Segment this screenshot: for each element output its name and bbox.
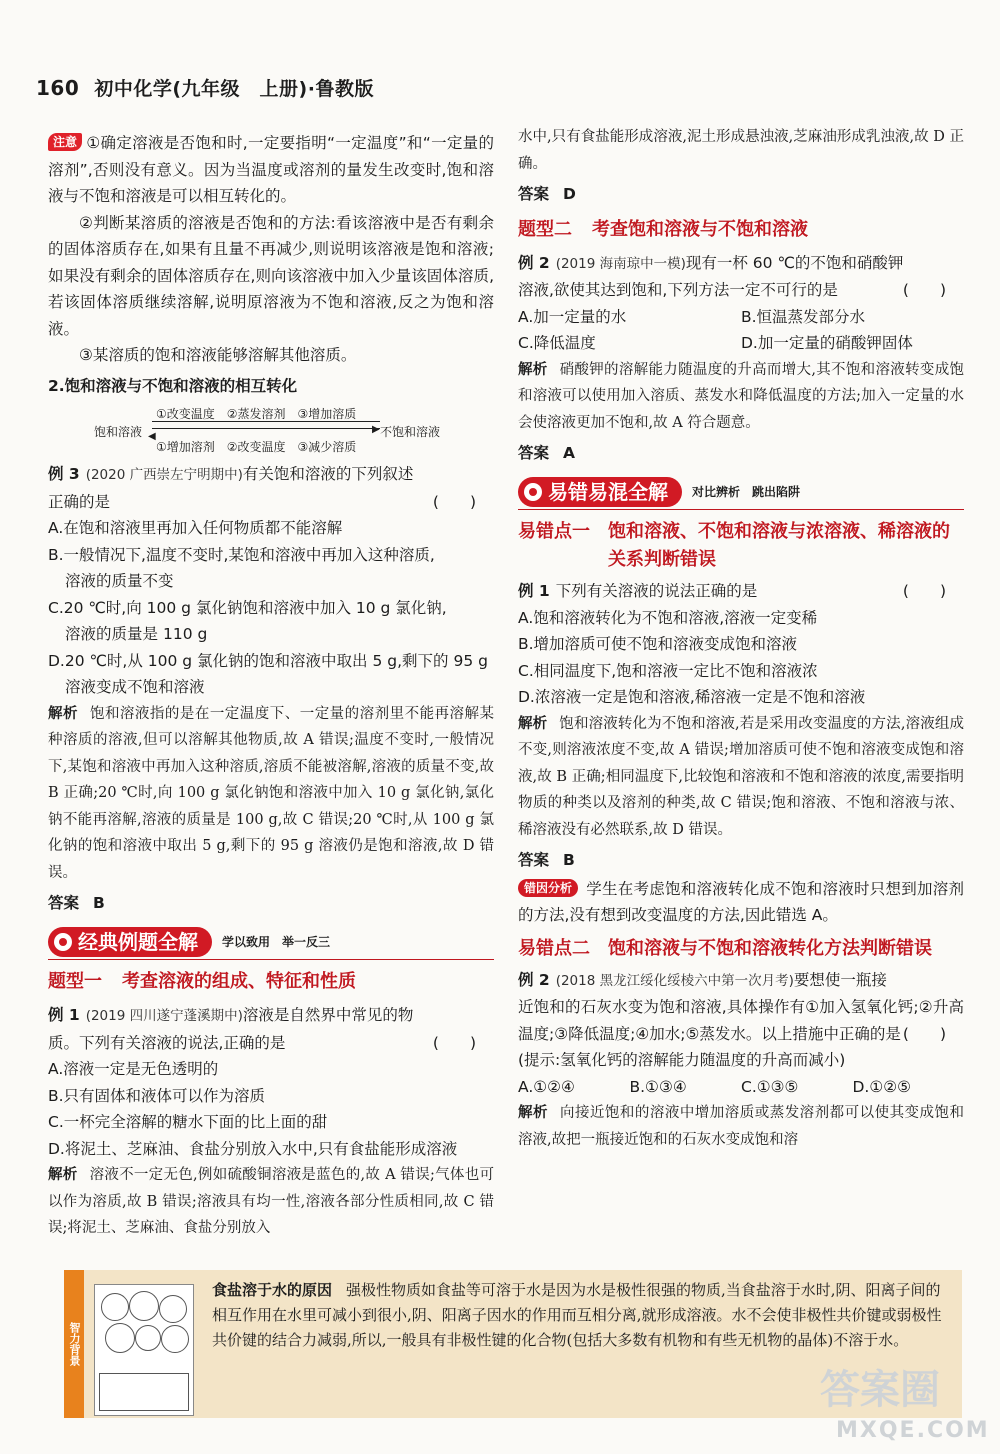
diagram-right-label: 不饱和溶液 xyxy=(380,425,441,439)
analysis-ex3: 解析 饱和溶液指的是在一定温度下、一定量的溶剂里不能再溶解某种溶质的溶液,但可以溶解其他物质,故 A 错误;温度不变时,一般情况下,某饱和溶液中再加入这种溶质,溶质不能被溶解,溶液的质量不变,故 B 正确;20 ℃时,向 100 g 氯化钠饱和溶液中加入 10 g 氯化钠,氯化钠不能再溶解,溶液的质量是 100 g,故 C 错误;20 ℃时,从 100 g 氯化钠的饱和溶液中取出 5 g,剩下的 95 g 溶液仍是饱和溶液,故 D 错误。 xyxy=(48,705,495,881)
ion-circle xyxy=(129,1291,159,1321)
conversion-diagram xyxy=(48,401,494,457)
section-banner-errors xyxy=(518,477,964,511)
crystal-illustration xyxy=(94,1284,194,1416)
right-column xyxy=(518,124,964,1153)
note-3: ③某溶质的饱和溶液能够溶解其他溶质。 xyxy=(79,346,357,364)
ex1-option-b: B.只有固体和液体可以作为溶质 xyxy=(48,1086,266,1105)
answer-ex3: 答案 B xyxy=(48,894,105,912)
page-number: 160 xyxy=(36,76,80,100)
analysis-ex2: 解析 硝酸钾的溶解能力随温度的升高而增大,其不饱和溶液转变成饱和溶液可以使用加入溶质、蒸发水和降低温度的方法;加入一定量的水会使溶液更加不饱和,故 A 符合题意。 xyxy=(518,361,965,431)
question-type-2: 题型二 考查饱和溶液与不饱和溶液 xyxy=(518,218,808,240)
analysis-eex2: 解析 向接近饱和的溶液中增加溶质或蒸发溶剂都可以使其变成饱和溶液,故把一瓶接近饱和的石灰水变成饱和溶 xyxy=(518,1105,965,1148)
example-3-stem-2: 正确的是 ( ) xyxy=(48,492,476,511)
analysis-eex1: 解析 饱和溶液转化为不饱和溶液,若是采用改变温度的方法,溶液组成不变,则溶液浓度不变,故 A 错误;增加溶质可使不饱和溶液变成饱和溶液,故 B 正确;相同温度下,比较饱和溶液和不饱和溶液的浓度,需要指明物质的种类以及溶剂的种类,故 C 错误;饱和溶液、不饱和溶液与浓、稀溶液没有必然联系,故 D 错误。 xyxy=(518,715,965,838)
analysis-ex1-cont: 水中,只有食盐能形成溶液,泥土形成悬浊液,芝麻油形成乳浊液,故 D 正确。 xyxy=(518,129,964,172)
answer-eex1: 答案 B xyxy=(518,851,575,869)
banner-title: 易错易混全解 xyxy=(518,477,682,508)
ion-circle xyxy=(101,1293,129,1321)
error-example-2-stem-2: 近饱和的石灰水变为饱和溶液,具体操作有①加入氢氧化钙;②升高温度;③降低温度;④加水;⑤蒸发水。以上措施中正确的是 ( ) xyxy=(518,998,964,1043)
ion-circle xyxy=(105,1323,135,1353)
error-point-1: 易错点一 饱和溶液、不饱和溶液与浓溶液、稀溶液的关系判断错误 xyxy=(518,521,950,570)
ex1-option-d: D.将泥土、芝麻油、食盐分别放入水中,只有食盐能形成溶液 xyxy=(48,1139,458,1158)
diagram-bottom-label: ①增加溶剂 ②改变温度 ③减少溶质 xyxy=(156,440,357,454)
banner-title: 经典例题全解 xyxy=(48,927,212,958)
example-3-stem: 例 3 (2020 广西崇左宁明期中)有关饱和溶液的下列叙述 xyxy=(48,465,414,483)
note-tag: 注意 xyxy=(48,133,82,151)
section-banner-classic xyxy=(48,927,494,961)
example-2-stem-2: 溶液,欲使其达到饱和,下列方法一定不可行的是 ( ) xyxy=(518,281,946,299)
arrow-right xyxy=(152,421,380,422)
eex2-hint: (提示:氢氧化钙的溶解能力随温度的升高而减小) xyxy=(518,1051,846,1069)
note-2: ②判断某溶质的溶液是否饱和的方法:看该溶液中是否有剩余的固体溶质存在,如果有且量不再减少,则说明该溶液是饱和溶液;如果没有剩余的固体溶质存在,则向该溶液中加入少量该固体溶质,若该固体溶质继续溶解,说明原溶液为不饱和溶液,反之为饱和溶液。 xyxy=(48,213,494,338)
error-point-2: 易错点二 饱和溶液与不饱和溶液转化方法判断错误 xyxy=(518,937,932,959)
eex1-option-c: C.相同温度下,饱和溶液一定比不饱和溶液浓 xyxy=(518,661,818,680)
option-c: C.20 ℃时,向 100 g 氯化钠饱和溶液中加入 10 g 氯化钠, xyxy=(48,598,447,617)
watermark-logo: 答案圈 xyxy=(820,1367,940,1413)
arrow-left-head: ◀ xyxy=(148,431,156,442)
ex2-options-row-1: A.加一定量的水 B.恒温蒸发部分水 xyxy=(518,307,866,326)
illustration-inset xyxy=(99,1373,189,1411)
knowledge-text: 食盐溶于水的原因 强极性物质如食盐等可溶于水是因为水是极性很强的物质,当食盐溶于水时,阴、阳离子间的相互作用在水里可减小到很小,阴、阳离子因水的作用而互相分离,就形成溶液。水不会使非极性共价键或弱极性共价键的结合力减弱,所以,一般具有非极性键的化合物(包括大多数有机物和有些无机物的晶体)不溶于水。 xyxy=(212,1281,942,1349)
reason-tag: 错因分析 xyxy=(518,879,578,897)
option-d-cont: 溶液变成不饱和溶液 xyxy=(65,678,205,696)
example-2-stem: 例 2 (2019 海南琼中一模)现有一杯 60 ℃的不饱和硝酸钾 xyxy=(518,253,904,272)
option-b: B.一般情况下,温度不变时,某饱和溶液中再加入这种溶质, xyxy=(48,545,435,564)
left-column xyxy=(48,130,494,1242)
diagram-left-label: 饱和溶液 xyxy=(94,425,143,439)
eex1-option-d: D.浓溶液一定是饱和溶液,稀溶液一定是不饱和溶液 xyxy=(518,688,866,706)
option-a: A.在饱和溶液里再加入任何物质都不能溶解 xyxy=(48,519,343,537)
ion-circle xyxy=(135,1325,161,1351)
analysis-ex1: 解析 溶液不一定无色,例如硫酸铜溶液是蓝色的,故 A 错误;气体也可以作为溶质,故 B 错误;溶液具有均一性,溶液各部分性质相同,故 C 错误;将泥土、芝麻油、食盐分别放入 xyxy=(48,1167,494,1236)
error-example-1-stem: 例 1 下列有关溶液的说法正确的是 ( ) xyxy=(518,582,946,600)
eex2-options: A.①②④ B.①③④ C.①③⑤ D.①②⑤ xyxy=(518,1077,912,1096)
ex1-option-a: A.溶液一定是无色透明的 xyxy=(48,1060,219,1078)
question-type-1: 题型一 考查溶液的组成、特征和性质 xyxy=(48,971,356,992)
arrow-right-head: ▶ xyxy=(372,424,380,435)
watermark-url: MXQE.COM xyxy=(836,1418,990,1443)
eex1-option-a: A.饱和溶液转化为不饱和溶液,溶液一定变稀 xyxy=(518,608,818,627)
example-1-stem: 例 1 (2019 四川遂宁蓬溪期中)溶液是自然界中常见的物 xyxy=(48,1006,414,1024)
knowledge-side-tab: 智力背景 xyxy=(64,1270,84,1418)
example-1-stem-2: 质。下列有关溶液的说法,正确的是 ( ) xyxy=(48,1033,476,1052)
note-1: 注意 ①确定溶液是否饱和时,一定要指明“一定温度”和“一定量的溶剂”,否则没有意义。因为当温度或溶剂的量发生改变时,饱和溶液与不饱和溶液是可以相互转化的。 xyxy=(48,134,494,205)
section-heading: 2.饱和溶液与不饱和溶液的相互转化 xyxy=(48,376,298,395)
ion-circle xyxy=(159,1295,187,1323)
answer-ex1: 答案 D xyxy=(518,185,576,203)
banner-subtitle: 学以致用 举一反三 xyxy=(222,934,331,949)
ion-circle xyxy=(161,1325,189,1353)
diagram-top-label: ①改变温度 ②蒸发溶剂 ③增加溶质 xyxy=(156,407,357,421)
banner-icon xyxy=(524,483,542,501)
error-reason: 错因分析 学生在考虑饱和溶液转化成不饱和溶液时只想到加溶剂的方法,没有想到改变温度的方法,因此错选 A。 xyxy=(518,879,964,924)
option-c-cont: 溶液的质量是 110 g xyxy=(65,625,208,643)
ex1-option-c: C.一杯完全溶解的糖水下面的比上面的甜 xyxy=(48,1113,328,1131)
option-b-cont: 溶液的质量不变 xyxy=(65,572,174,590)
knowledge-title: 食盐溶于水的原因 xyxy=(212,1281,333,1299)
option-d: D.20 ℃时,从 100 g 氯化钠的饱和溶液中取出 5 g,剩下的 95 g xyxy=(48,651,488,670)
eex1-option-b: B.增加溶质可使不饱和溶液变成饱和溶液 xyxy=(518,635,798,653)
ex2-options-row-2: C.降低温度 D.加一定量的硝酸钾固体 xyxy=(518,334,913,352)
page-header xyxy=(36,74,374,101)
error-example-2-stem: 例 2 (2018 黑龙江绥化绥棱六中第一次月考)要想使一瓶接 xyxy=(518,970,887,989)
book-title: 初中化学(九年级 上册)·鲁教版 xyxy=(94,78,374,100)
answer-ex2: 答案 A xyxy=(518,444,576,462)
banner-icon xyxy=(54,933,72,951)
arrow-left xyxy=(152,428,380,429)
banner-subtitle: 对比辨析 跳出陷阱 xyxy=(692,484,801,499)
